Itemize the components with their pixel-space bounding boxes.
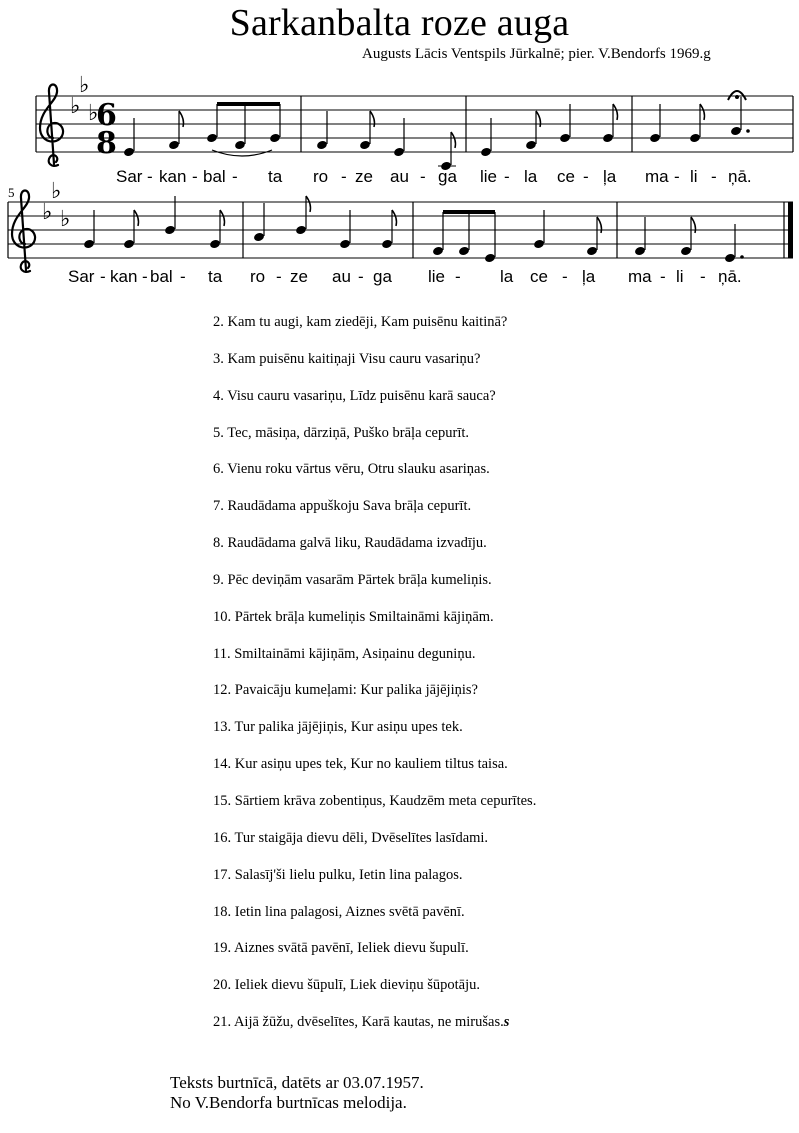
footer-line-2: No V.Bendorfa burtnīcas melodija. <box>170 1093 407 1112</box>
svg-text:ņā.: ņā. <box>718 267 742 286</box>
svg-text:-: - <box>180 267 186 286</box>
composer-line: Augusts Lācis Ventspils Jūrkalnē; pier. V.Bendorfs 1969.g <box>362 46 711 62</box>
verse-line: 16. Tur staigāja dievu dēli, Dvēselītes lasīdami. <box>213 829 489 846</box>
verse-line: 3. Kam puisēnu kaitiņaji Visu cauru vasariņu? <box>213 350 481 367</box>
verse-line: 15. Sārtiem krāva zobentiņus, Kaudzēm meta cepurītes. <box>213 792 537 809</box>
svg-text:-: - <box>660 267 666 286</box>
svg-text:kan: kan <box>110 267 138 286</box>
svg-text:li: li <box>690 167 698 186</box>
svg-text:ro: ro <box>313 167 329 186</box>
svg-text:au: au <box>332 267 351 286</box>
verse-line: 13. Tur palika jājējiņis, Kur asiņu upes tek. <box>213 719 463 736</box>
svg-text:-: - <box>455 267 461 286</box>
staff-system-1 <box>36 96 793 152</box>
time-signature-numerator: 6 <box>96 98 117 133</box>
treble-clef-icon <box>40 85 63 166</box>
svg-text:ro: ro <box>250 267 266 286</box>
svg-text:-: - <box>711 167 717 186</box>
verse-line: 7. Raudādama appuškoju Sava brāļa cepurīt. <box>213 498 472 515</box>
svg-text:-: - <box>562 267 568 286</box>
system-number: 5 <box>8 185 15 200</box>
svg-text:au: au <box>390 167 409 186</box>
svg-text:-: - <box>147 167 153 186</box>
svg-text:ņā.: ņā. <box>728 167 752 186</box>
verse-line: 19. Aiznes svātā pavēnī, Ieliek dievu šupulī. <box>213 940 469 957</box>
svg-text:♭: ♭ <box>60 207 71 232</box>
key-signature-flats <box>42 179 70 232</box>
time-signature-denominator: 8 <box>96 126 117 161</box>
svg-text:♭: ♭ <box>88 101 99 126</box>
notes-system-1 <box>123 97 750 171</box>
svg-text:-: - <box>504 167 510 186</box>
svg-text:ta: ta <box>268 167 283 186</box>
svg-text:ma: ma <box>645 167 669 186</box>
footer-line-1: Teksts burtnīcā, datēts ar 03.07.1957. <box>170 1073 424 1092</box>
verse-end-mark: s <box>503 1014 510 1031</box>
verse-line: 5. Tec, māsiņa, dārziņā, Puško brāļa cepurīt. <box>213 424 470 441</box>
verse-line: 4. Visu cauru vasariņu, Līdz puisēnu karā sauca? <box>213 387 496 404</box>
music-score <box>0 0 799 300</box>
svg-text:la: la <box>500 267 514 286</box>
lyrics-system-2 <box>68 267 742 286</box>
svg-text:-: - <box>420 167 426 186</box>
svg-text:-: - <box>192 167 198 186</box>
verse-line: 2. Kam tu augi, kam ziedēji, Kam puisēnu kaitinā? <box>213 314 508 330</box>
verse-text: 21. Aijā žūžu, dvēselītes, Karā kautas, ne mirušas. <box>213 1014 504 1031</box>
svg-text:-: - <box>700 267 706 286</box>
svg-text:lie: lie <box>428 267 446 286</box>
lyrics-system-1 <box>116 167 752 186</box>
svg-text:♭: ♭ <box>42 200 53 225</box>
svg-text:ma: ma <box>628 267 652 286</box>
footer-note <box>170 1073 424 1113</box>
svg-text:Sar: Sar <box>116 167 143 186</box>
fermata-icon <box>728 91 746 100</box>
treble-clef-icon <box>12 191 35 272</box>
verse-line: 12. Pavaicāju kumeļami: Kur palika jājējiņis? <box>213 682 478 699</box>
svg-text:la: la <box>524 167 538 186</box>
key-signature-flats <box>70 73 98 126</box>
staff-system-2 <box>8 202 793 258</box>
svg-text:-: - <box>276 267 282 286</box>
svg-text:♭: ♭ <box>79 73 90 98</box>
svg-text:Sar: Sar <box>68 267 95 286</box>
verse-line: 6. Vienu roku vārtus vēru, Otru slauku asariņas. <box>213 461 490 478</box>
svg-text:ļa: ļa <box>603 167 617 186</box>
verse-line: 10. Pārtek brāļa kumeliņis Smiltaināmi kājiņām. <box>213 608 494 625</box>
svg-text:ce: ce <box>530 267 548 286</box>
svg-text:-: - <box>142 267 148 286</box>
svg-text:bal: bal <box>150 267 173 286</box>
verse-line: 17. Salasīj'ši lielu pulku, Ietin lina palagos. <box>213 866 463 883</box>
verse-line-last <box>213 1013 536 1050</box>
svg-text:kan: kan <box>159 167 187 186</box>
svg-text:-: - <box>583 167 589 186</box>
svg-text:ga: ga <box>438 167 457 186</box>
verse-line: 14. Kur asiņu upes tek, Kur no kauliem tiltus taisa. <box>213 756 508 773</box>
verse-line: 11. Smiltaināmi kājiņām, Asiņainu deguniņu. <box>213 645 476 662</box>
svg-text:♭: ♭ <box>70 94 81 119</box>
svg-text:-: - <box>341 167 347 186</box>
verse-line: 20. Ieliek dievu šūpulī, Liek dieviņu šūpotāju. <box>213 977 480 994</box>
svg-text:lie: lie <box>480 167 498 186</box>
svg-text:ce: ce <box>557 167 575 186</box>
svg-text:-: - <box>358 267 364 286</box>
svg-text:ze: ze <box>355 167 373 186</box>
svg-text:bal: bal <box>203 167 226 186</box>
svg-text:ze: ze <box>290 267 308 286</box>
svg-text:li: li <box>676 267 684 286</box>
verse-list <box>213 313 536 1050</box>
svg-text:-: - <box>674 167 680 186</box>
svg-text:-: - <box>100 267 106 286</box>
svg-text:ļa: ļa <box>582 267 596 286</box>
svg-text:ta: ta <box>208 267 223 286</box>
verse-line: 18. Ietin lina palagosi, Aiznes svētā pavēnī. <box>213 903 465 920</box>
song-title: Sarkanbalta roze auga <box>229 2 570 44</box>
verse-line: 9. Pēc deviņām vasarām Pārtek brāļa kumeliņis. <box>213 571 492 588</box>
svg-text:♭: ♭ <box>51 179 62 204</box>
verse-line: 8. Raudādama galvā liku, Raudādama izvadīju. <box>213 535 487 552</box>
svg-text:-: - <box>232 167 238 186</box>
svg-text:ga: ga <box>373 267 392 286</box>
